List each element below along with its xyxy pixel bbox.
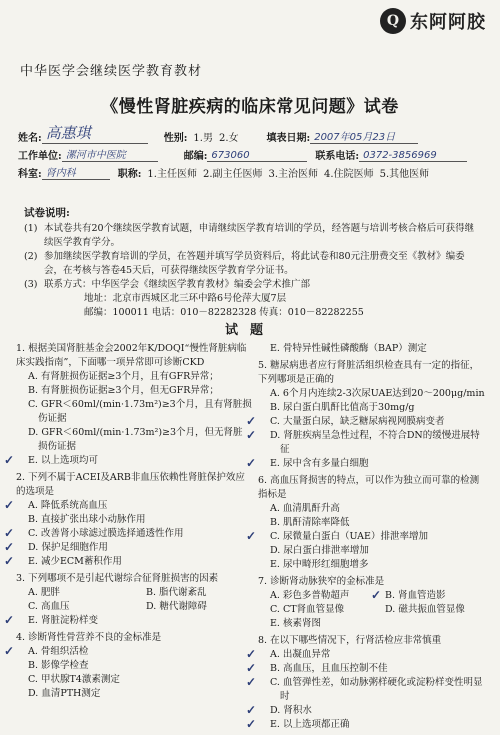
answer-choice[interactable]: C. 甲状腺T4激素测定 <box>28 674 120 685</box>
contact-address: 地址：北京市西城区北三环中路6号伦萍大厦7层 <box>84 293 287 304</box>
answer-choice[interactable]: E. 核素肾图 <box>270 618 321 629</box>
answer-choice[interactable]: ✓ E. 尿中含有多量白细胞 <box>258 457 488 471</box>
answer-choice[interactable]: A. 血清肌酐升高 <box>270 503 340 514</box>
question <box>258 359 488 471</box>
question <box>258 575 488 631</box>
question-text: 2. 下列不属于ACEI及ARB非血压依赖性肾脏保护效应的选项是 <box>16 472 245 497</box>
question <box>16 342 252 468</box>
work-unit-value[interactable]: 漯河市中医院 <box>62 146 158 162</box>
answer-choice-row <box>258 603 488 617</box>
question-text: 7. 诊断肾动脉狭窄的金标准是 <box>258 576 385 587</box>
postcode-label: 邮编: <box>183 151 208 162</box>
answer-choice[interactable]: C. 高血压 <box>28 601 70 612</box>
answer-choice[interactable]: B. 直接扩张出球小动脉作用 <box>28 514 146 525</box>
answer-choice[interactable]: A. 彩色多普勒超声 <box>270 590 350 601</box>
answer-choice[interactable]: E. 骨特异性碱性磷酸酶（BAP）测定 <box>270 343 427 354</box>
question <box>258 342 488 356</box>
answer-choice[interactable]: B. 影像学检查 <box>28 660 89 671</box>
answer-choice[interactable]: ✓ D. 肾积水 <box>258 704 488 718</box>
instructions-heading: 试卷说明: <box>24 207 70 219</box>
title-option-4[interactable]: 4.住院医师 <box>324 169 374 180</box>
answer-choice[interactable]: ✓ B. 肾血管造影 <box>373 589 488 603</box>
title-option-1[interactable]: 1.主任医师 <box>147 169 197 180</box>
gender-label: 性别: <box>163 133 188 144</box>
answer-choice[interactable]: D. GFR＜60ml/(min·1.73m²)≥3个月，但无肾脏损伤证据 <box>28 427 243 452</box>
answer-choice[interactable]: ✓ E. 以上选项都正确 <box>258 718 488 732</box>
name-value[interactable]: 高惠琪 <box>42 122 148 144</box>
exam-instructions <box>24 206 480 320</box>
instruction-number: (2) <box>24 251 38 262</box>
answer-choice[interactable]: C. CT肾血管显像 <box>270 604 345 615</box>
association-name: 中华医学会继续医学教育教材 <box>20 64 203 79</box>
date-label: 填表日期: <box>266 133 311 144</box>
gender-option-male[interactable]: 1.男 <box>193 133 213 144</box>
answer-choice-row <box>16 586 252 600</box>
question-text: 6. 高血压肾损害的特点，可以作为独立而可靠的检测指标是 <box>258 475 480 500</box>
answer-choice[interactable]: ✓ C. 改善肾小球滤过膜选择通透性作用 <box>16 527 252 541</box>
answer-choice[interactable]: D. 尿白蛋白排泄率增加 <box>270 545 369 556</box>
question <box>258 474 488 572</box>
answer-choice[interactable]: ✓ A. 骨组织活检 <box>16 645 252 659</box>
question-text: 8. 在以下哪些情况下，行肾活检应非常慎重 <box>258 635 442 646</box>
postcode-value[interactable]: 673060 <box>207 150 307 162</box>
answer-choice[interactable]: B. 脂代谢紊乱 <box>146 587 207 598</box>
question-text: 3. 下列哪项不是引起代谢综合征肾脏损害的因素 <box>16 573 219 584</box>
department-value[interactable]: 肾内科 <box>42 164 110 180</box>
instruction-text: 参加继续医学教育培训的学员，在答题并填写学员资料后，将此试卷和80元注册费交至《教材》编委会，在考核与答卷45天后，可获得继续医学教育学分证书。 <box>44 251 465 276</box>
answer-choice[interactable]: ✓ D. 保护足细胞作用 <box>16 541 252 555</box>
answer-choice[interactable]: B. 有肾脏损伤证据≥3个月，但无GFR异常； <box>28 385 219 396</box>
answer-choice[interactable]: A. 有肾脏损伤证据≥3个月，且有GFR异常； <box>28 371 219 382</box>
instruction-text: 联系方式：中华医学会《继续医学教育教材》编委会学术推广部 <box>44 279 311 290</box>
answer-choice[interactable]: ✓ C. 血管弹性差，如动脉粥样硬化或淀粉样变性明显时 <box>258 676 488 704</box>
title-option-5[interactable]: 5.其他医师 <box>379 169 430 180</box>
brand-logo-icon: Q <box>380 8 406 34</box>
answer-choice[interactable]: ✓ C. 尿微量白蛋白（UAE）排泄率增加 <box>258 530 488 544</box>
answer-choice[interactable]: ✓ A. 出凝血异常 <box>258 648 488 662</box>
brand-logo-text: 东阿阿胶 <box>410 12 486 33</box>
answer-choice[interactable]: D. 血清PTH测定 <box>28 688 101 699</box>
answer-choice[interactable]: ✓ E. 以上选项均可 <box>16 454 252 468</box>
answer-choice[interactable]: C. GFR＜60ml/(min·1.73m²)≥3个月，且有肾脏损伤证据 <box>28 399 252 424</box>
title-label: 职称: <box>117 169 142 180</box>
question-text: 4. 诊断肾性骨营养不良的金标准是 <box>16 632 162 643</box>
answer-choice[interactable]: A. 肥胖 <box>28 587 60 598</box>
instruction-number: (1) <box>24 223 38 234</box>
date-value[interactable]: 2007年05月23日 <box>310 128 418 144</box>
answer-choice[interactable]: ✓ D. 肾脏疾病呈急性过程，不符合DN的缓慢进展特征 <box>258 429 488 457</box>
instruction-text: 本试卷共有20个继续医学教育试题，申请继续医学教育培训的学员，经答题与培训考核合格后可获得继续医学教育学分。 <box>44 223 475 248</box>
question-text: 5. 糖尿病患者应行肾脏活组织检查具有一定的指征，下列哪项是正确的 <box>258 360 480 385</box>
phone-label: 联系电话: <box>315 151 360 162</box>
answer-choice-row <box>258 589 488 603</box>
answer-choice-row <box>16 600 252 614</box>
work-unit-label: 工作单位: <box>18 151 62 162</box>
answer-choice[interactable]: D. 磁共振血管显像 <box>385 604 465 615</box>
answer-choice[interactable]: D. 糖代谢障碍 <box>146 601 207 612</box>
question <box>258 634 488 732</box>
questions-left-column <box>16 342 252 704</box>
question <box>16 572 252 628</box>
question <box>16 471 252 569</box>
phone-value[interactable]: 0372-3856969 <box>359 150 467 162</box>
exam-title: 《慢性肾脏疾病的临床常见问题》试卷 <box>101 97 399 117</box>
contact-phone-fax: 邮编：100011 电话：010－82282328 传真：010－82282255 <box>84 307 364 318</box>
department-label: 科室: <box>18 169 42 180</box>
answer-choice[interactable]: ✓ E. 减少ECM蓄积作用 <box>16 555 252 569</box>
answer-choice[interactable]: A. 6个月内连续2-3次尿UAE达到20～200μg/min <box>270 388 485 399</box>
instruction-item <box>24 278 480 292</box>
name-label: 姓名: <box>18 133 42 144</box>
instruction-item <box>24 222 480 250</box>
gender-option-female[interactable]: 2.女 <box>218 133 239 144</box>
applicant-info <box>18 124 488 182</box>
answer-choice[interactable]: B. 尿白蛋白肌酐比值高于30mg/g <box>270 402 415 413</box>
answer-choice[interactable]: ✓ E. 肾脏淀粉样变 <box>16 614 252 628</box>
question <box>16 631 252 701</box>
questions-right-column <box>258 342 488 735</box>
title-option-2[interactable]: 2.副主任医师 <box>202 169 263 180</box>
title-option-3[interactable]: 3.主治医师 <box>268 169 319 180</box>
instruction-number: (3) <box>24 279 38 290</box>
instruction-item <box>24 250 480 278</box>
answer-choice[interactable]: ✓ C. 大量蛋白尿，缺乏糖尿病视网膜病变者 <box>258 415 488 429</box>
answer-choice[interactable]: B. 肌酐清除率降低 <box>270 517 350 528</box>
questions-section-title: 试题 <box>224 323 275 338</box>
brand-logo <box>380 8 486 34</box>
answer-choice[interactable]: ✓ B. 高血压，且血压控制不佳 <box>258 662 488 676</box>
answer-choice[interactable]: E. 尿中畸形红细胞增多 <box>270 559 369 570</box>
answer-choice[interactable]: ✓ A. 降低系统高血压 <box>16 499 252 513</box>
question-text: 1. 根据美国肾脏基金会2002年K/DOQI“慢性肾脏病临床实践指南”，下面哪一项异常即可诊断CKD <box>16 343 247 368</box>
